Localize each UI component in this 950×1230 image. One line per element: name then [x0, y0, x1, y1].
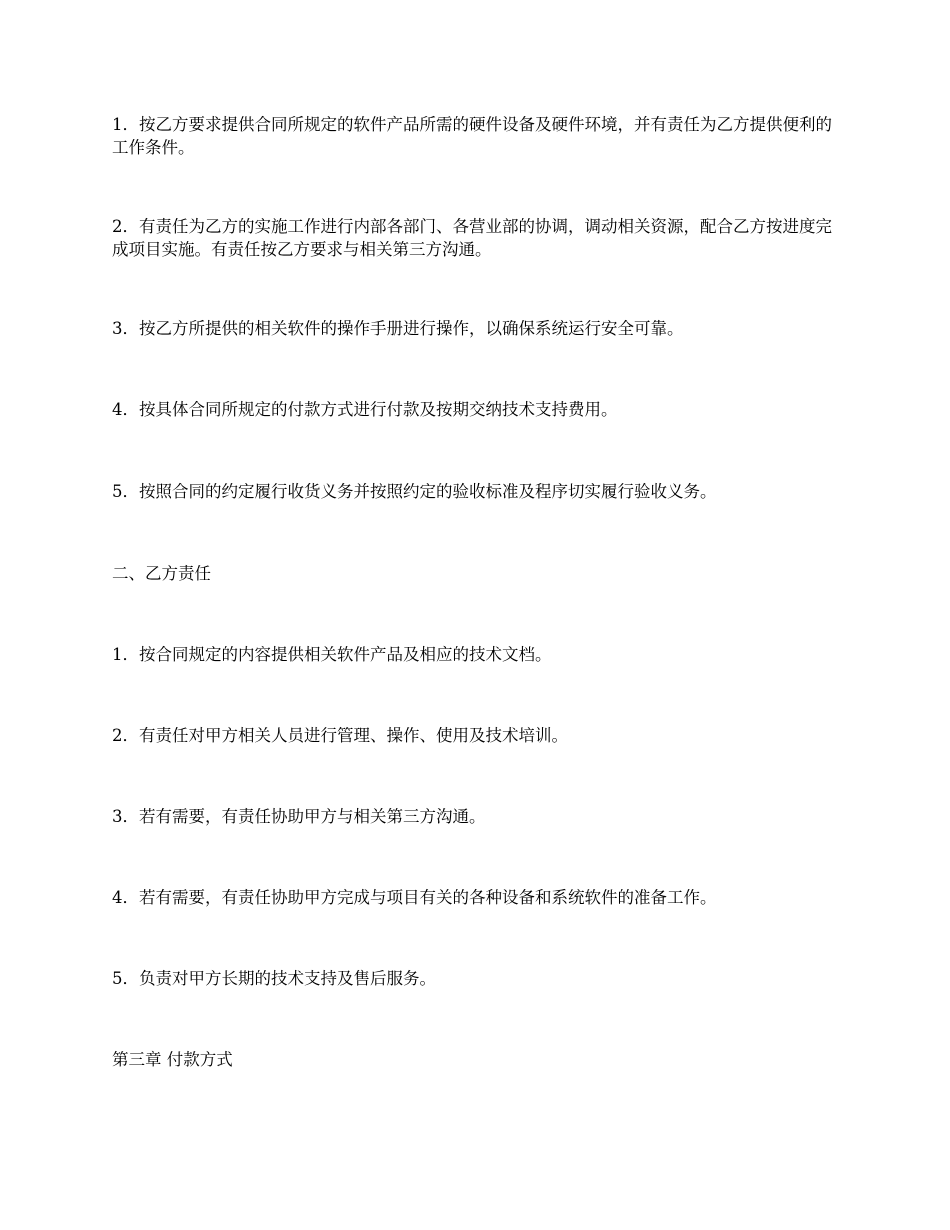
- paragraph-party-a-duty-3: 3．按乙方所提供的相关软件的操作手册进行操作，以确保系统运行安全可靠。: [112, 319, 684, 338]
- paragraph-party-b-duty-5: 5．负责对甲方长期的技术支持及售后服务。: [112, 969, 436, 988]
- paragraph-party-b-duty-3: 3．若有需要，有责任协助甲方与相关第三方沟通。: [112, 807, 486, 826]
- paragraph-party-a-duty-1: 1．按乙方要求提供合同所规定的软件产品所需的硬件设备及硬件环境，并有责任为乙方提供便利的工作条件。: [112, 115, 832, 157]
- section-heading-party-b: 二、乙方责任: [112, 564, 211, 583]
- paragraph-party-a-duty-2: 2．有责任为乙方的实施工作进行内部各部门、各营业部的协调，调动相关资源，配合乙方按进度完成项目实施。有责任按乙方要求与相关第三方沟通。: [112, 217, 832, 259]
- paragraph-party-a-duty-4: 4．按具体合同所规定的付款方式进行付款及按期交纳技术支持费用。: [112, 400, 618, 419]
- paragraph-party-b-duty-2: 2．有责任对甲方相关人员进行管理、操作、使用及技术培训。: [112, 726, 568, 745]
- paragraph-party-b-duty-4: 4．若有需要，有责任协助甲方完成与项目有关的各种设备和系统软件的准备工作。: [112, 888, 717, 907]
- paragraph-party-b-duty-1: 1．按合同规定的内容提供相关软件产品及相应的技术文档。: [112, 645, 552, 664]
- paragraph-party-a-duty-5: 5．按照合同的约定履行收货义务并按照约定的验收标准及程序切实履行验收义务。: [112, 482, 717, 501]
- chapter-heading-payment: 第三章 付款方式: [112, 1050, 233, 1069]
